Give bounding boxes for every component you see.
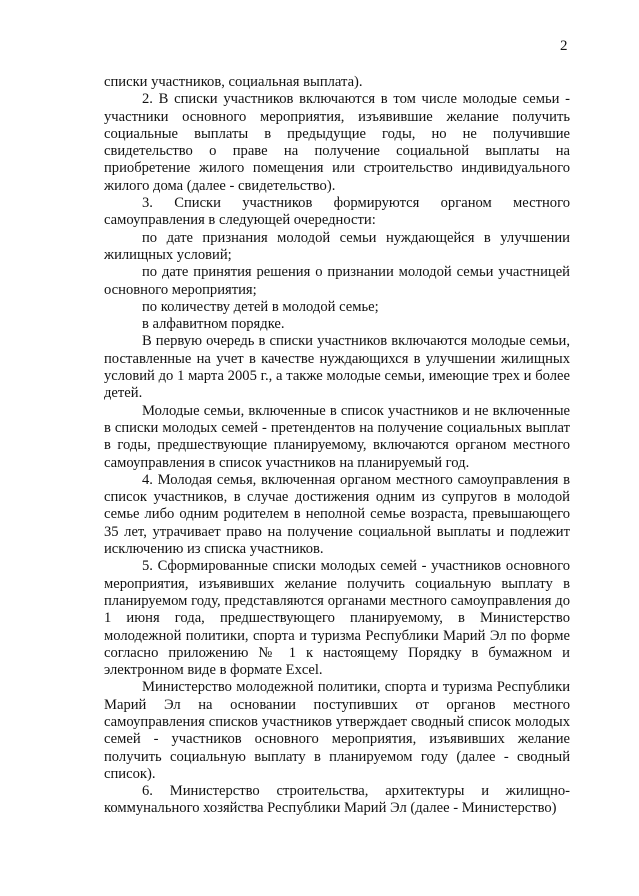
paragraph-item-4: 4. Молодая семья, включенная органом местного самоуправления в список участников, в случае достижения одним из супругов в молодой семье либо одним родителем в неполной семье возраста, превышающего 35 лет, утрачивает право на получение социальной выплаты и подлежит исключению из списка участников. xyxy=(104,471,570,558)
paragraph-item-2: 2. В списки участников включаются в том числе молодые семьи - участники основного мероприятия, изъявившие желание получить социальные выплаты в предыдущие годы, но не получившие свидетельство о праве на получение социальной выплаты на приобретение жилого помещения или строительство индивидуального жилого дома (далее - свидетельство). xyxy=(104,91,570,194)
paragraph-item-6: 6. Министерство строительства, архитектуры и жилищно-коммунального хозяйства Республики Марий Эл (далее - Министерство) xyxy=(104,783,570,817)
paragraph-not-included: Молодые семьи, включенные в список участников и не включенные в списки молодых семей - претендентов на получение социальных выплат в годы, предшествующие планируемому, включаются органом местного самоуправления в список участников на планируемый год. xyxy=(104,402,570,471)
paragraph-first-priority: В первую очередь в списки участников включаются молодые семьи, поставленные на учет в качестве нуждающихся в улучшении жилищных условий до 1 марта 2005 г., а также молодые семьи, имеющие трех и более детей. xyxy=(104,333,570,402)
priority-criterion-3: по количеству детей в молодой семье; xyxy=(142,298,379,315)
document-body xyxy=(104,74,570,818)
page-number: 2 xyxy=(560,38,568,54)
paragraph-continuation: списки участников, социальная выплата). xyxy=(104,74,363,90)
priority-criterion-4: в алфавитном порядке. xyxy=(142,316,285,333)
priority-criterion-1: по дате признания молодой семьи нуждающейся в улучшении жилищных условий; xyxy=(104,229,570,263)
paragraph-ministry-approval: Министерство молодежной политики, спорта и туризма Республики Марий Эл на основании поступивших от органов местного самоуправления списков участников утверждает сводный список молодых семей - участников основного мероприятия, изъявивших желание получить социальную выплату в планируемом году (далее - сводный список). xyxy=(104,679,570,782)
paragraph-item-3: 3. Списки участников формируются органом местного самоуправления в следующей очередности: xyxy=(104,195,570,229)
priority-criterion-2: по дате принятия решения о признании молодой семьи участницей основного мероприятия; xyxy=(104,264,570,298)
paragraph-item-5: 5. Сформированные списки молодых семей - участников основного мероприятия, изъявивших желание получить социальную выплату в планируемом году, представляются органами местного самоуправления до 1 июня года, предшествующего планируемому, в Министерство молодежной политики, спорта и туризма Республики Марий Эл по форме согласно приложению № 1 к настоящему Порядку в бумажном и электронном виде в формате Excel. xyxy=(104,558,570,679)
